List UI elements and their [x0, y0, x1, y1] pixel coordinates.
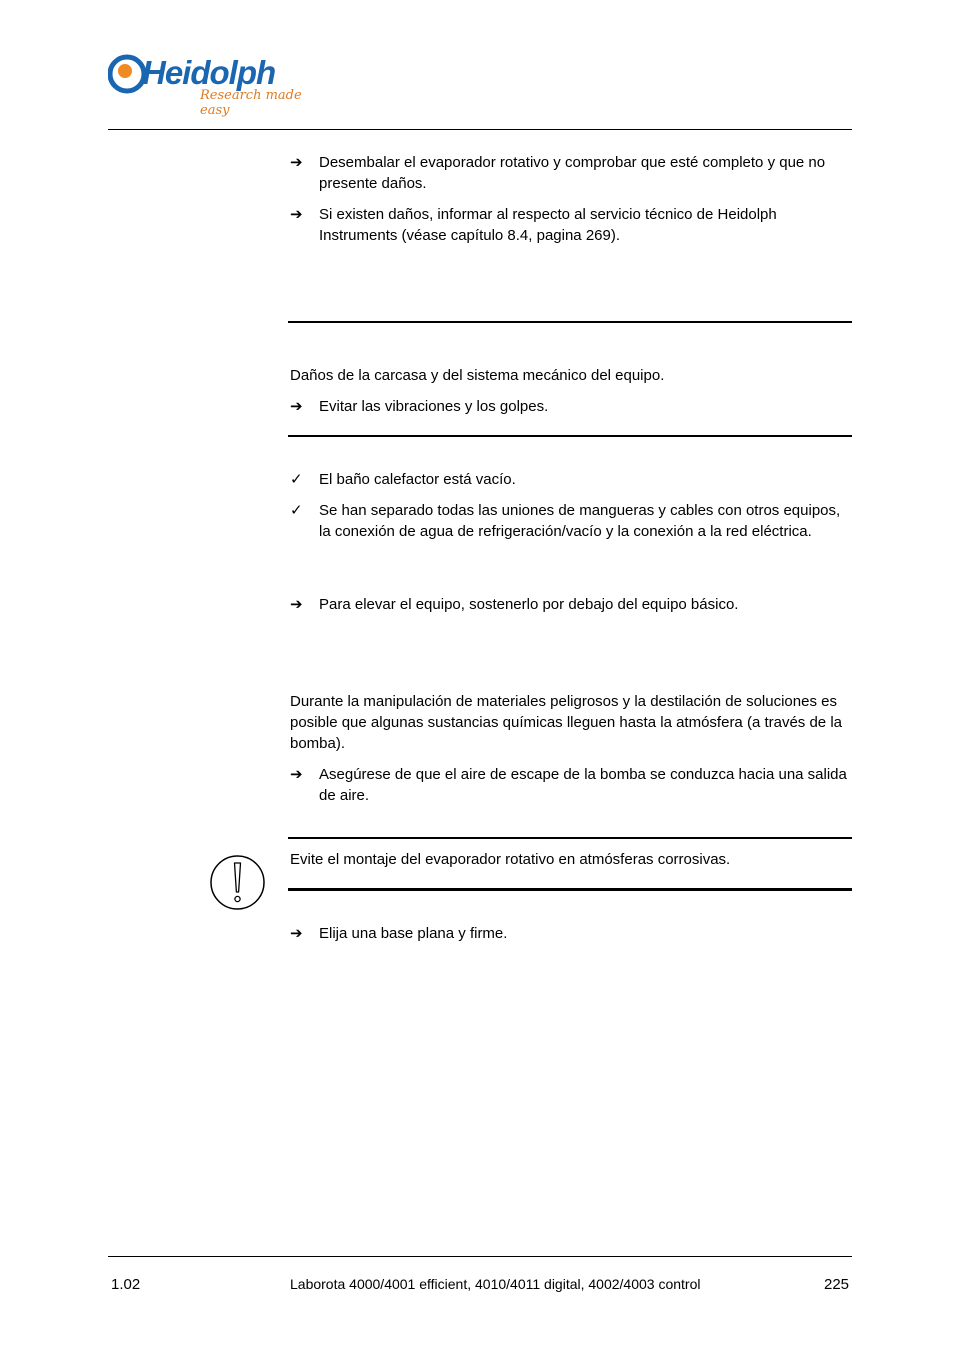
brand-tagline: Research made easy [200, 88, 302, 118]
list-item-text: Desembalar el evaporador rotativo y comprobar que esté completo y que no presente daños. [319, 154, 826, 192]
brand-name: Heidolph [142, 54, 276, 91]
list-item [290, 396, 852, 417]
logo-mark-icon [108, 54, 146, 94]
arrow-bullet-icon: ➔ [290, 154, 303, 171]
list-item-text: Para elevar el equipo, sostenerlo por debajo del equipo básico. [319, 596, 739, 613]
notice-bottom-rule [288, 888, 852, 891]
check-item-text: El baño calefactor está vacío. [319, 471, 516, 488]
footer-rule [108, 1256, 852, 1257]
checkmark-icon: ✓ [290, 502, 303, 519]
paragraph: Durante la manipulación de materiales peligrosos y la destilación de soluciones es posible que algunas sustancias químicas lleguen hasta la atmósfera (a través de la bomba). [290, 693, 842, 752]
list-item [290, 764, 852, 806]
list-item-text: Si existen daños, informar al respecto al servicio técnico de Heidolph Instruments (véase capítulo 8.4, pagina 269). [319, 206, 777, 244]
section-rule [288, 435, 852, 437]
list-item-text: Evitar las vibraciones y los golpes. [319, 398, 549, 415]
list-item-text: Elija una base plana y firme. [319, 925, 508, 942]
arrow-bullet-icon: ➔ [290, 766, 303, 783]
header-rule [108, 129, 852, 130]
section-rule [288, 321, 852, 323]
notice-text: Evite el montaje del evaporador rotativo en atmósferas corrosivas. [290, 851, 731, 868]
list-item-text: Asegúrese de que el aire de escape de la bomba se conduzca hacia una salida de aire. [319, 766, 847, 804]
arrow-bullet-icon: ➔ [290, 206, 303, 223]
page-number: 225 [824, 1276, 850, 1293]
check-item [290, 469, 852, 490]
brand-logo [108, 52, 328, 118]
list-item [290, 594, 852, 615]
list-item [290, 923, 852, 944]
footer-version: 1.02 [111, 1276, 141, 1293]
notice-top-rule [288, 837, 852, 839]
list-item [290, 204, 852, 246]
checkmark-icon: ✓ [290, 471, 303, 488]
arrow-bullet-icon: ➔ [290, 596, 303, 613]
arrow-bullet-icon: ➔ [290, 925, 303, 942]
check-item [290, 500, 852, 542]
arrow-bullet-icon: ➔ [290, 398, 303, 415]
check-item-text: Se han separado todas las uniones de mangueras y cables con otros equipos, la conexión de agua de refrigeración/vacío y la conexión a la red eléctrica. [319, 502, 841, 540]
paragraph: Daños de la carcasa y del sistema mecánico del equipo. [290, 367, 665, 384]
exclamation-circle-icon [209, 854, 266, 911]
list-item [290, 152, 852, 194]
footer-title: Laborota 4000/4001 efficient, 4010/4011 digital, 4002/4003 control [290, 1276, 701, 1292]
